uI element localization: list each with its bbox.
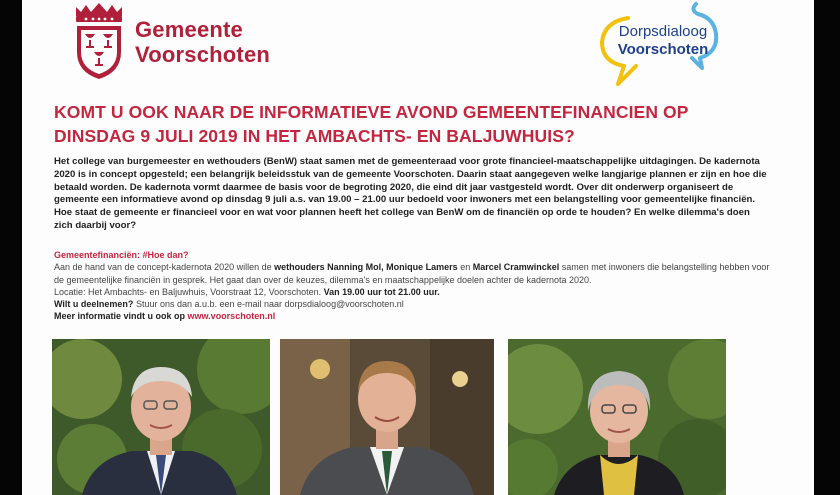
intro-paragraph: Het college van burgemeester en wethouders (BenW) staat samen met de gemeenteraad voor grote financieel-maatschappelijke uitdagingen. De kadernota 2020 is in concept opgesteld; een belangrijk beleidsstuk van de gemeente Voorschoten. Daarin staat aangegeven welke langjarige plannen er zijn en hoe die betaald worden. De kadernota vormt daarmee de basis voor de begroting 2020, die eind dit jaar vastgesteld wordt. Over dit onderwerp organiseert de gemeente een informatieve avond op dinsdag 9 juli a.s. van 19.00 – 21.00 uur bedoeld voor inwoners met een belangstelling voor gemeentelijke financiën. Hoe staat de gemeente er financieel voor en wat voor plannen heeft het college van BenW om de financiën op orde te houden? En welke dilemma's doen zich daarbij voor? xyxy=(54,156,767,231)
info-name3: Marcel Cramwinckel xyxy=(472,262,560,273)
municipality-name xyxy=(135,17,270,67)
info-text-a: Aan de hand van de concept-kadernota 2020 willen de xyxy=(54,262,275,273)
more-info-text: Meer informatie vindt u ook op xyxy=(54,311,188,322)
left-border xyxy=(0,0,22,495)
info-subheading: Gemeentefinanciën: #Hoe dan? xyxy=(54,250,189,260)
location-text: Locatie: Het Ambachts- en Baljuwhuis, Voorstraat 12, Voorschoten. xyxy=(54,286,324,297)
portrait-photo-1 xyxy=(52,339,270,495)
info-text-b: en xyxy=(457,262,473,273)
portrait-photo-3 xyxy=(508,339,726,495)
join-question: Wilt u deelnemen? xyxy=(54,299,134,310)
website-link[interactable]: www.voorschoten.nl xyxy=(187,311,276,322)
join-line xyxy=(54,298,770,310)
headline-line2: DINSDAG 9 JULI 2019 IN HET AMBACHTS- EN BALJUWHUIS? xyxy=(54,126,575,146)
info-text-c: samen met inwoners die belangstelling hebben voor de gemeentelijke financiën in gesprek. Het gaat dan over de keuzes, dilemma's en maatschappelijke doelen achter de kadernota 2020. xyxy=(54,262,770,285)
time-text: Van 19.00 uur tot 21.00 uur. xyxy=(323,286,440,297)
dorpsdialoog-line2: Voorschoten xyxy=(617,41,709,58)
event-info xyxy=(54,249,770,323)
portrait-photo-2 xyxy=(280,339,494,495)
join-text: Stuur ons dan a.u.b. een e-mail naar dorpsdialoog@voorschoten.nl xyxy=(133,299,404,310)
right-border xyxy=(814,0,840,495)
dorpsdialoog-wordmark xyxy=(603,23,723,59)
municipality-name-line1: Gemeente xyxy=(135,17,243,42)
info-paragraph xyxy=(54,261,770,286)
more-info-line xyxy=(54,310,770,322)
dorpsdialoog-line1: Dorpsdialoog xyxy=(618,23,708,40)
municipality-name-line2: Voorschoten xyxy=(135,42,271,67)
headline xyxy=(54,100,774,148)
headline-line1: KOMT U OOK NAAR DE INFORMATIEVE AVOND GEMEENTEFINANCIEN OP xyxy=(54,102,689,122)
location-line xyxy=(54,286,770,298)
info-names: wethouders Nanning Mol, Monique Lamers xyxy=(274,262,458,273)
